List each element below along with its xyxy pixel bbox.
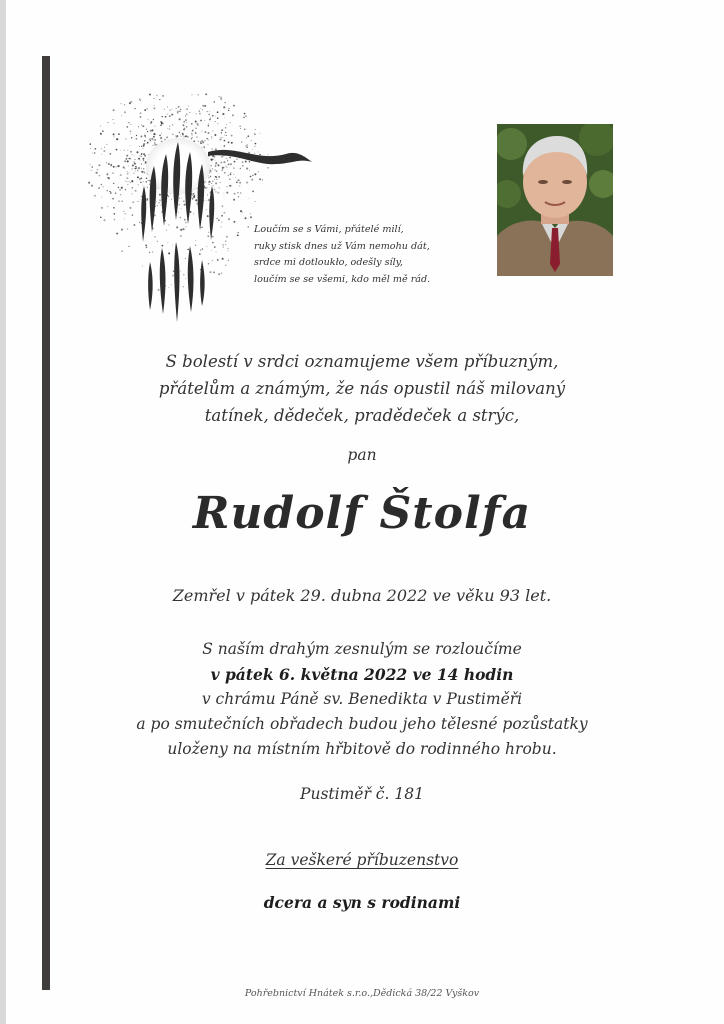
verse-line: srdce mi dotloukło, odešly síly, bbox=[254, 257, 403, 268]
ceremony-date: v pátek 6. května 2022 ve 14 hodin bbox=[210, 665, 514, 684]
intro-line: S bolestí v srdci oznamujeme všem příbuzným, bbox=[165, 352, 559, 371]
death-notice: Zemřel v pátek 29. dubna 2022 ve věku 93 let. bbox=[172, 586, 552, 605]
honorific: pan bbox=[347, 446, 377, 464]
verse-line: Loučím se s Vámi, přátelé milí, bbox=[254, 224, 404, 235]
verse-line: ruky stisk dnes už Vám nemohu dát, bbox=[254, 240, 430, 252]
verse-line: loučím se se všemi, kdo měl mě rád. bbox=[254, 273, 431, 285]
ceremony-line: uloženy na místním hřbitově do rodinného hrobu. bbox=[167, 740, 557, 758]
ceremony-details bbox=[0, 637, 724, 762]
ceremony-line: a po smutečních obřadech budou jeho tělesné pozůstatky bbox=[136, 715, 588, 733]
ceremony-line: S naším drahým zesnulým se rozloučíme bbox=[202, 640, 522, 658]
family-signature: dcera a syn s rodinami bbox=[263, 893, 461, 912]
intro-line: tatínek, dědeček, pradědeček a strýc, bbox=[204, 406, 520, 425]
deceased-name: Rudolf Štolfa bbox=[192, 488, 532, 539]
family-label bbox=[0, 851, 724, 869]
funeral-home-footer: Pohřebnictví Hnátek s.r.o.,Dědická 38/22 Vyškov bbox=[244, 988, 480, 999]
family-address: Pustiměř č. 181 bbox=[300, 785, 424, 803]
intro-line: přátelům a známým, že nás opustil náš milovaný bbox=[158, 379, 566, 398]
family-label-text: Za veškeré příbuzenstvo bbox=[265, 851, 459, 869]
farewell-verse bbox=[254, 222, 454, 288]
announcement-intro bbox=[0, 348, 724, 429]
ceremony-place: v chrámu Páně sv. Benedikta v Pustiměři bbox=[201, 690, 523, 708]
deceased-portrait bbox=[497, 124, 613, 276]
